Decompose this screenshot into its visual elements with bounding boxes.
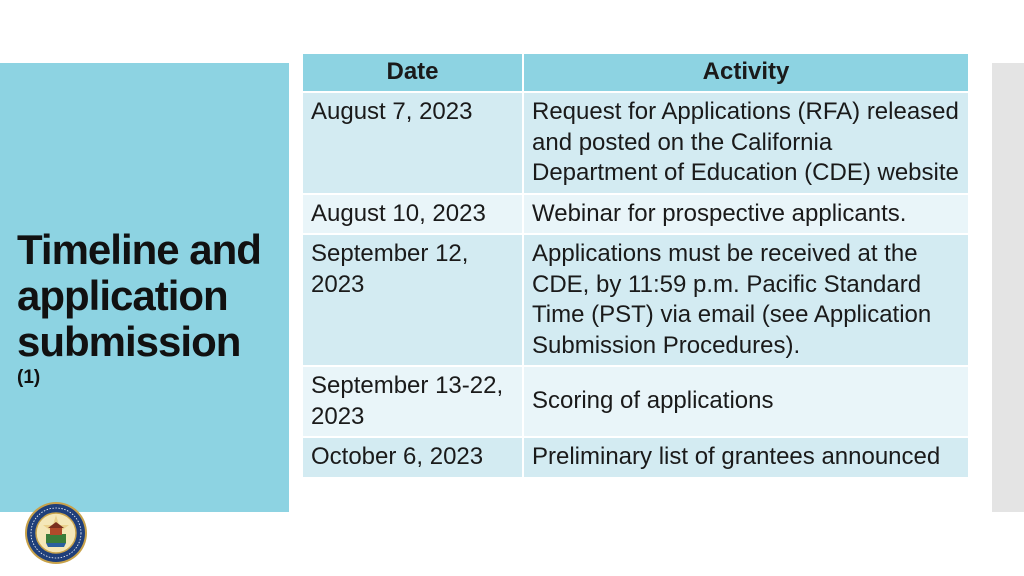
timeline-table bbox=[303, 54, 970, 479]
department-of-education-seal-icon bbox=[24, 501, 88, 565]
table-row bbox=[303, 92, 969, 194]
right-edge-bar bbox=[992, 63, 1024, 512]
table-row bbox=[303, 194, 969, 235]
date-cell: September 13-22, 2023 bbox=[303, 366, 523, 437]
title-panel bbox=[0, 63, 289, 512]
activity-cell: Preliminary list of grantees announced bbox=[523, 437, 969, 478]
slide-title: Timeline and application submission bbox=[17, 226, 261, 365]
table-header-row bbox=[303, 54, 969, 92]
slide-subtitle: (1) bbox=[17, 367, 41, 388]
activity-column-header: Activity bbox=[523, 54, 969, 92]
table-row bbox=[303, 234, 969, 366]
date-cell: September 12, 2023 bbox=[303, 234, 523, 366]
activity-cell: Request for Applications (RFA) released and posted on the California Department of Education (CDE) website bbox=[523, 92, 969, 194]
date-cell: August 10, 2023 bbox=[303, 194, 523, 235]
activity-cell: Applications must be received at the CDE, by 11:59 p.m. Pacific Standard Time (PST) via email (see Application Submission Procedures). bbox=[523, 234, 969, 366]
table-row bbox=[303, 437, 969, 478]
date-cell: October 6, 2023 bbox=[303, 437, 523, 478]
date-column-header: Date bbox=[303, 54, 523, 92]
date-cell: August 7, 2023 bbox=[303, 92, 523, 194]
table-row bbox=[303, 366, 969, 437]
activity-cell: Scoring of applications bbox=[523, 366, 969, 437]
activity-cell: Webinar for prospective applicants. bbox=[523, 194, 969, 235]
